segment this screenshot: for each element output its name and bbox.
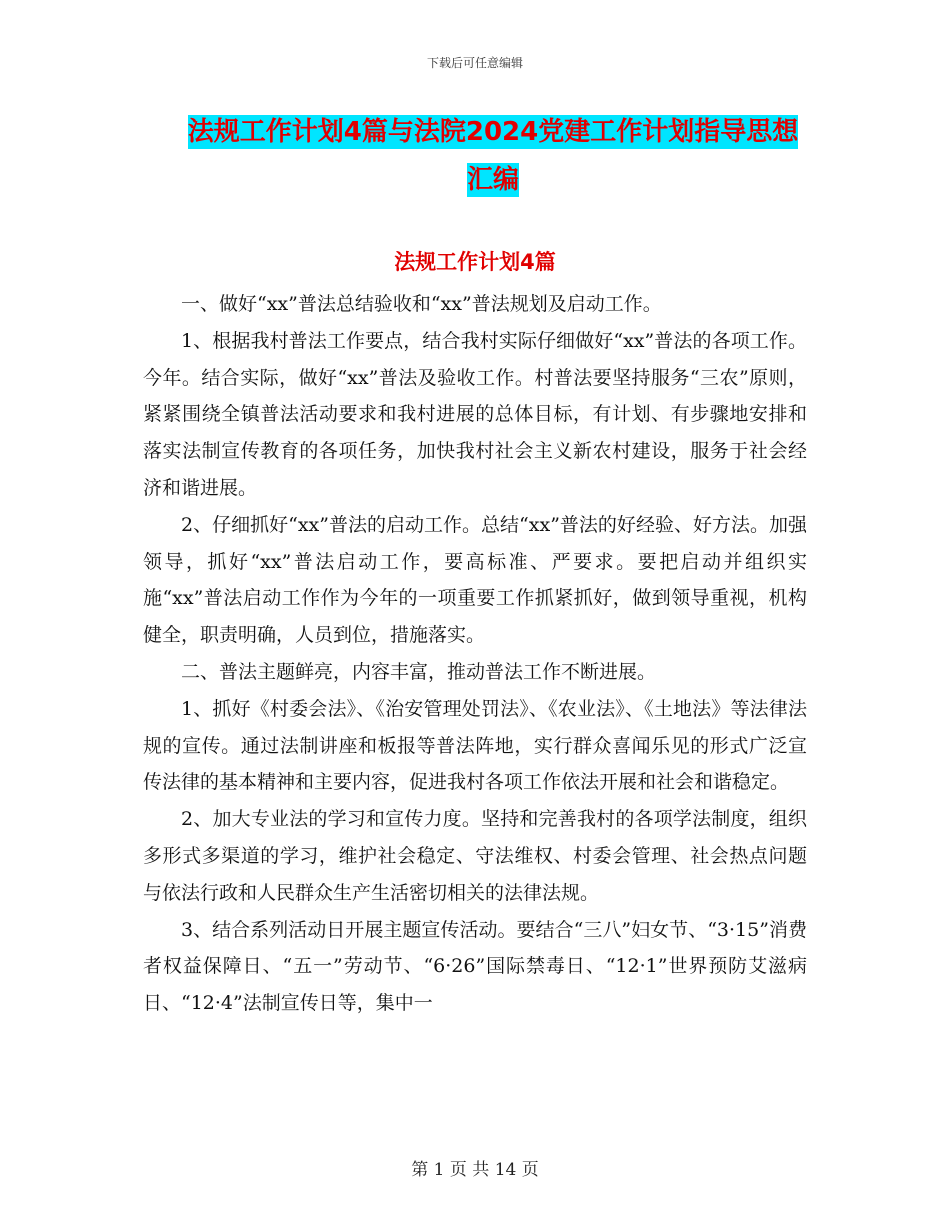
paragraph: 二、普法主题鲜亮，内容丰富，推动普法工作不断进展。 xyxy=(181,660,657,683)
paragraph: 一、做好“xx”普法总结验收和“xx”普法规划及启动工作。 xyxy=(181,293,662,315)
paragraph: 3、结合系列活动日开展主题宣传活动。要结合“三八”妇女节、“3·15”消费者权益保障日、“五一”劳动节、“6·26”国际禁毒日、“12·1”世界预防艾滋病日、“12·4”法制宣传日等，集中一 xyxy=(143,918,807,1015)
paragraph: 1、抓好《村委会法》、《治安管理处罚法》、《农业法》、《土地法》等法律法规的宣传。通过法制讲座和板报等普法阵地，实行群众喜闻乐见的形式广泛宣传法律的基本精神和主要内容，促进我村各项工作依法开展和社会和谐稳定。 xyxy=(143,697,807,794)
paragraph: 2、仔细抓好“xx”普法的启动工作。总结“xx”普法的好经验、好方法。加强领导，抓好“xx”普法启动工作，要高标准、严要求。要把启动并组织实施“xx”普法启动工作作为今年的一项重要工作抓紧抓好，做到领导重视，机构健全，职责明确，人员到位，措施落实。 xyxy=(143,513,807,647)
paragraph: 1、根据我村普法工作要点，结合我村实际仔细做好“xx”普法的各项工作。今年。结合实际，做好“xx”普法及验收工作。村普法要坚持服务“三农”原则，紧紧围绕全镇普法活动要求和我村进展的总体目标，有计划、有步骤地安排和落实法制宣传教育的各项任务，加快我村社会主义新农村建设，服务于社会经济和谐进展。 xyxy=(143,329,807,499)
page-header-note: 下载后可任意编辑 xyxy=(426,56,523,70)
document-title-line-1: 法规工作计划4篇与法院2024党建工作计划指导思想 xyxy=(187,117,799,147)
paragraph: 2、加大专业法的学习和宣传力度。坚持和完善我村的各项学法制度，组织多形式多渠道的学习，维护社会稳定、守法维权、村委会管理、社会热点问题与依法行政和人民群众生产生活密切相关的法律法规。 xyxy=(143,808,807,904)
page-number-indicator: 第 1 页 共 14 页 xyxy=(411,1160,539,1180)
document-title xyxy=(168,108,818,204)
document-title-line-2: 汇编 xyxy=(466,165,519,195)
document-body xyxy=(143,286,807,1022)
section-title: 法规工作计划4篇 xyxy=(394,250,556,274)
